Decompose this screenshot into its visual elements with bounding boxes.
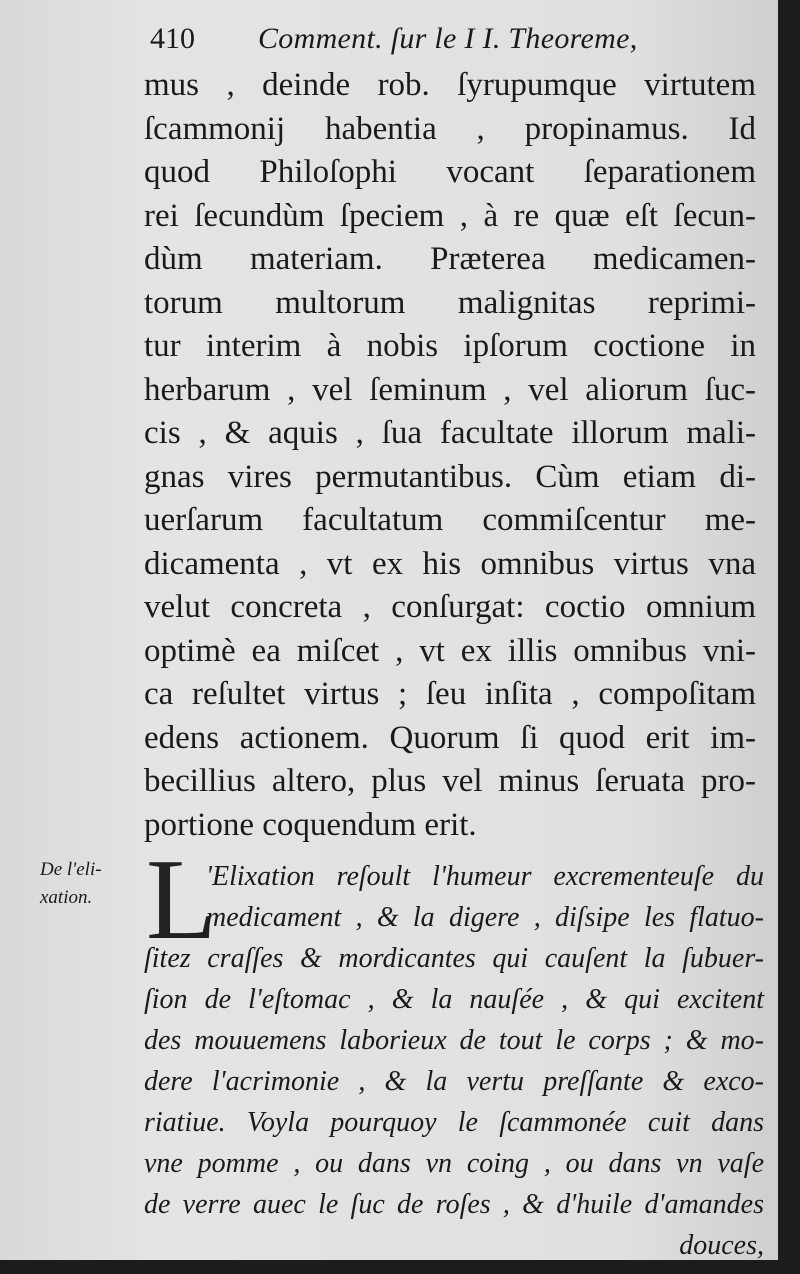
text-line: ca reſultet virtus ; ſeu inſita , compoſitam (144, 676, 756, 712)
text-line: ſcammonij habentia , propinamus. Id (144, 110, 756, 147)
text-line: gnas vires permutantibus. Cùm etiam di- (144, 458, 756, 495)
text-line: rei ſecundùm ſpeciem , à re quæ eſt ſecun- (144, 197, 756, 234)
text-line: tur interim à nobis ipſorum coctione in (144, 328, 756, 364)
text-line: vne pomme , ou dans vn coing , ou dans vn vaſe (144, 1148, 764, 1179)
text-line: portione coquendum erit. (144, 806, 477, 843)
text-line: velut concreta , conſurgat: coctio omnium (144, 589, 756, 625)
drop-cap: L (146, 836, 217, 964)
text-line: ſitez craſſes & mordicantes qui cauſent la ſubuer- (144, 943, 764, 974)
margin-note (40, 856, 132, 912)
text-line: edens actionem. Quorum ſi quod erit im- (144, 719, 756, 756)
text-line: mus , deinde rob. ſyrupumque virtutem (144, 67, 756, 103)
text-line: riatiue. Voyla pourquoy le ſcammonée cuit dans (144, 1107, 764, 1138)
text-line: uerſarum facultatum commiſcentur me- (144, 502, 756, 538)
text-line: cis , & aquis , ſua facultate illorum mali- (144, 415, 756, 451)
text-line: medicament , & la digere , diſsipe les flatuo- (206, 902, 764, 933)
text-line: dùm materiam. Præterea medicamen- (144, 241, 756, 277)
text-line: torum multorum malignitas reprimi- (144, 284, 756, 321)
latin-paragraph (144, 64, 756, 847)
margin-note-line: De l'eli- (40, 859, 102, 880)
text-line: douces, (679, 1230, 764, 1260)
text-line: dere l'acrimonie , & la vertu preſſante & exco- (144, 1066, 764, 1097)
text-line: herbarum , vel ſeminum , vel aliorum ſuc- (144, 371, 756, 408)
text-line: dicamenta , vt ex his omnibus virtus vna (144, 545, 756, 582)
text-line: 'Elixation reſoult l'humeur excrementeuſe du (206, 861, 764, 892)
page-number: 410 (150, 22, 195, 55)
text-line: de verre auec le ſuc de roſes , & d'huile d'amandes (144, 1189, 764, 1220)
text-line: quod Philoſophi vocant ſeparationem (144, 154, 756, 190)
running-head: Comment. ſur le I I. Theoreme, (258, 22, 638, 55)
text-line: ſion de l'eſtomac , & la nauſée , & qui excitent (144, 984, 764, 1015)
french-paragraph (144, 856, 764, 1260)
margin-note-line: xation. (40, 887, 93, 908)
text-line: becillius altero, plus vel minus ſeruata pro- (144, 763, 756, 799)
text-line: optimè ea miſcet , vt ex illis omnibus vni- (144, 632, 756, 669)
text-line: des mouuemens laborieux de tout le corps ; & mo- (144, 1025, 764, 1056)
